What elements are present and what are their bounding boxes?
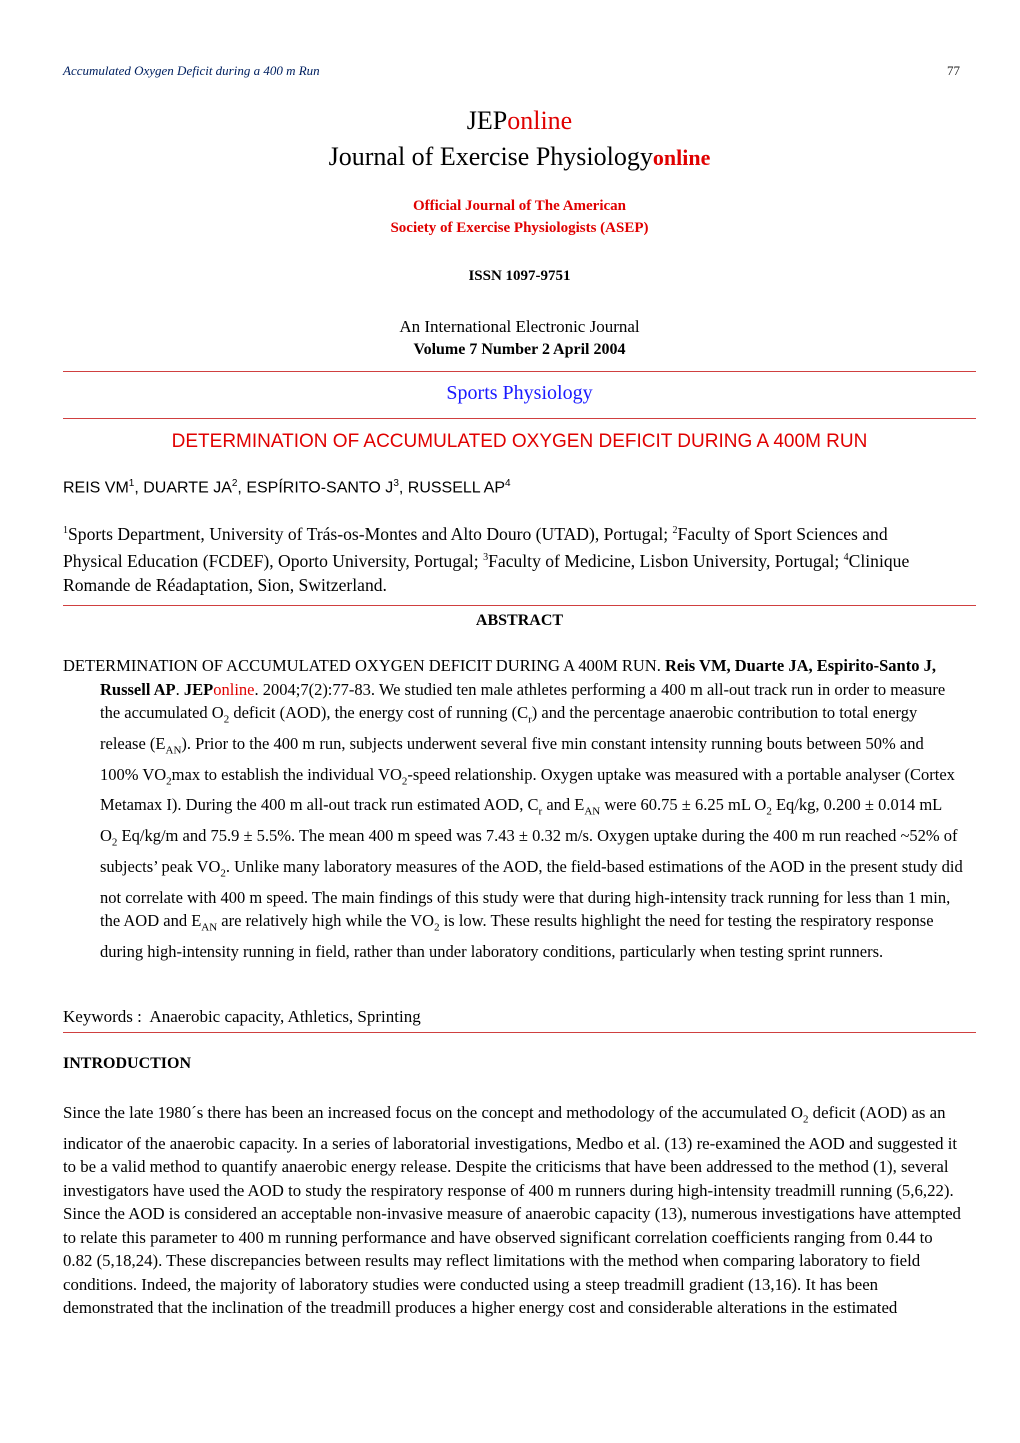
divider — [63, 371, 976, 372]
author-sup: 3 — [393, 478, 399, 489]
subscript: 2 — [766, 805, 772, 818]
abstract-text: Eq/kg/m and 75.9 ± 5.5%. The mean 400 m speed was 7.43 ± 0.32 m/s. Oxygen uptake during the 400 m run reached ~52% of subjects’ peak VO — [100, 826, 958, 876]
keywords-text: Anaerobic capacity, Athletics, Sprinting — [149, 1007, 421, 1026]
subscript: 2 — [802, 1113, 809, 1126]
section-label: Sports Physiology — [446, 382, 593, 404]
affiliations — [63, 519, 943, 597]
issn: ISSN 1097-9751 — [468, 268, 571, 284]
journal-abbrev — [63, 106, 976, 136]
official-line-2: Society of Exercise Physiologists (ASEP) — [390, 220, 649, 236]
running-head-title: Accumulated Oxygen Deficit during a 400 m Run — [63, 63, 320, 78]
official-journal-note — [63, 195, 976, 239]
running-head — [63, 63, 976, 79]
introduction-heading: INTRODUCTION — [63, 1055, 192, 1072]
journal-abbrev-red: online — [507, 106, 573, 135]
journal-name — [63, 140, 976, 175]
affil-text: Faculty of Medicine, Lisbon University, Portugal; — [488, 551, 844, 572]
affil-text: Faculty of Sport Sciences and Physical Education (FCDEF), Oporto University, Portugal; — [63, 523, 888, 572]
subscript: 2 — [223, 713, 230, 726]
keywords-label: Keywords : — [63, 1007, 142, 1026]
abstract-lead: DETERMINATION OF ACCUMULATED OXYGEN DEFICIT DURING A 400M RUN. — [63, 656, 665, 675]
affil-text: Clinique Romande de Réadaptation, Sion, Switzerland. — [63, 551, 910, 595]
author-list: REIS $VM^1$, DUARTE $JA^2$, ESPÍRITO-SANTO $J^3$, RUSSELL $AP^4$ — [63, 478, 511, 497]
page-number: 77 — [947, 63, 960, 78]
author-sup: 2 — [231, 478, 238, 489]
paragraph — [63, 1101, 963, 1202]
author-sup: 4 — [505, 478, 511, 489]
journal-name-black: Journal of Exercise Physiology — [328, 142, 653, 171]
author-name: DUARTE JA — [143, 479, 232, 497]
intro-text: deficit (AOD) as an indicator of the anaerobic capacity. In a series of laboratorial investigations, Medbo et al. (13) re-examined the AOD and suggested it to be a valid method to quantify anaerobic energy release. Despite the criticisms that have been addressed to the method (1), several investigators have used the AOD to study the respiratory response of 400 m runners during high-intensity treadmill running (5,6,22). — [63, 1103, 958, 1200]
author-name: REIS VM — [63, 479, 129, 497]
intl-journal-label: An International Electronic Journal — [399, 317, 640, 336]
abstract-text: are relatively high while the VO — [217, 911, 435, 931]
journal-name-red: online — [652, 145, 711, 170]
abstract-text: deficit (AOD), the energy cost of running (C — [229, 703, 529, 722]
divider — [63, 1032, 976, 1033]
divider — [63, 418, 976, 419]
affil-sup: 1 — [63, 525, 68, 536]
subscript: 2 — [166, 774, 172, 787]
abstract-text: ). Prior to the 400 m run, subjects underwent several five min constant intensity running bouts between 50% and 100% VO — [100, 733, 924, 784]
volume-info: Volume 7 Number 2 April 2004 — [413, 341, 626, 358]
abstract-text: . Unlike many laboratory measures of the AOD, the field-based estimations of the AOD in the present study did not correlate with 400 m speed. The main findings of this study were that during high-intensity track running for less than 1 min, the AOD and E — [100, 856, 963, 931]
abstract-text: were 60.75 ± 6.25 mL O — [600, 795, 767, 815]
abstract-text: ) and the percentage anaerobic contribution to total energy release (E — [100, 703, 918, 753]
intro-text: Since the late 1980´s there has been an increased focus on the concept and methodology of the accumulated O — [63, 1103, 803, 1122]
author-name: RUSSELL AP — [407, 479, 505, 497]
subscript: 2 — [434, 921, 440, 934]
abstract-text: Eq/kg, 0.200 ± 0.014 mL O — [100, 795, 942, 846]
paragraph: Since the AOD is considered an acceptable non-invasive measure of anaerobic capacity (13), numerous investigations have attempted to relate this parameter to 400 m running performance and have observed significant correlation coefficients ranging from 0.44 to 0.82 (5,18,24). These discrepancies between results may reflect limitations with the method when comparing laboratory to field conditions. Indeed, the majority of laboratory studies were conducted using a steep treadmill gradient (13,16). It has been demonstrated that the inclination of the treadmill produces a higher energy cost and considerable alterations in the estimated — [63, 1204, 961, 1318]
abstract-sep: . — [175, 679, 184, 699]
subscript: r — [528, 713, 532, 726]
journal-abbrev-black: JEP — [466, 106, 508, 135]
abstract-text: is low. These results highlight the need for testing the respiratory response during high-intensity running in field, rather than under laboratory conditions, particularly when testing sprint runners. — [100, 911, 934, 962]
subscript: AN — [165, 744, 182, 757]
affil-sup: 4 — [843, 552, 849, 564]
subscript: AN — [201, 921, 218, 934]
divider — [63, 605, 976, 606]
abstract-text: and E — [542, 795, 585, 815]
abstract-text: max to establish the individual VO — [171, 764, 402, 784]
subscript: r — [538, 805, 543, 818]
abstract-text: -speed relationship. Oxygen uptake was measured with a portable analyser (Cortex Metamax I). During the 400 m all-out track run estimated AOD, C — [100, 764, 955, 815]
author-name: ESPÍRITO-SANTO J — [246, 479, 394, 497]
introduction-body — [63, 1101, 963, 1320]
subscript: 2 — [111, 836, 118, 849]
subscript: 2 — [401, 774, 408, 787]
abstract-authors: Reis VM, Duarte JA, Espirito-Santo J, Russell AP — [100, 656, 936, 699]
subscript: 2 — [220, 867, 226, 880]
affil-sup: 3 — [483, 552, 489, 564]
author-sup: 1 — [128, 478, 135, 489]
abstract-text: . 2004;7(2):77-83. We studied ten male athletes performing a 400 m all-out track run in order to measure the accumulated O — [100, 679, 946, 722]
abstract-heading: ABSTRACT — [475, 612, 564, 629]
abstract-jep-online: online — [213, 679, 255, 699]
journal-issue-info — [63, 315, 976, 361]
affil-sup: 2 — [672, 525, 678, 536]
abstract-body — [63, 654, 963, 964]
official-line-1: Official Journal of The American — [412, 198, 627, 214]
article-title: DETERMINATION OF ACCUMULATED OXYGEN DEFICIT DURING A 400M RUN — [171, 431, 868, 452]
abstract-jep: JEP — [183, 679, 214, 699]
affil-text: Sports Department, University of Trás-os-Montes and Alto Douro (UTAD), Portugal; — [68, 523, 673, 544]
keywords — [63, 1007, 976, 1027]
subscript: AN — [584, 805, 601, 818]
